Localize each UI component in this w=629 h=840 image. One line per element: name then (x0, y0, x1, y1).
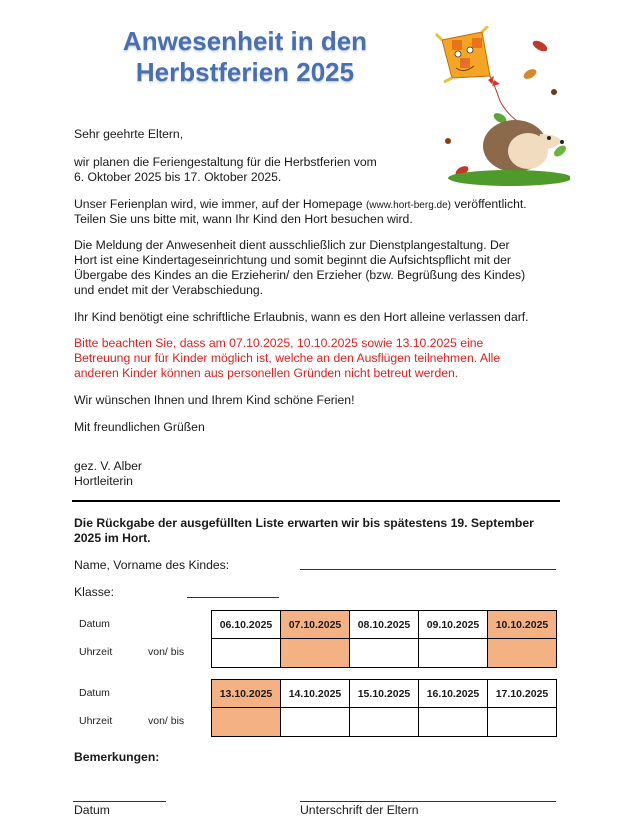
time-input-cell[interactable] (212, 639, 281, 668)
homepage-link[interactable]: (www.hort-berg.de) (365, 200, 451, 211)
signature-role: Hortleiterin (74, 474, 133, 488)
signature-date-label: Datum (74, 803, 110, 817)
week1-from-to-label: von/ bis (148, 646, 185, 658)
week1-attendance-table (211, 610, 557, 668)
child-name-label: Name, Vorname des Kindes: (74, 558, 230, 572)
week1-time-row (212, 639, 557, 668)
remarks-label: Bemerkungen: (74, 750, 160, 764)
date-cell: 09.10.2025 (419, 611, 488, 639)
week2-time-row (212, 708, 557, 737)
signature-name: gez. V. Alber (74, 459, 142, 473)
date-cell: 16.10.2025 (419, 680, 488, 708)
duty-line-1: Die Meldung der Anwesenheit dient ausschließlich zur Dienstplangestaltung. Der (74, 238, 510, 252)
salutation: Sehr geehrte Eltern, (74, 127, 184, 141)
week2-date-label: Datum (79, 687, 110, 699)
date-cell: 08.10.2025 (350, 611, 419, 639)
time-input-cell[interactable] (350, 708, 419, 737)
date-cell: 17.10.2025 (488, 680, 557, 708)
time-input-cell[interactable] (488, 708, 557, 737)
notice-line-3: anderen Kinder können aus personellen Gründen nicht betreut werden. (74, 366, 459, 380)
wishes: Wir wünschen Ihnen und Ihrem Kind schöne Ferien! (74, 393, 355, 407)
date-cell-excursion: 10.10.2025 (488, 611, 557, 639)
date-cell-excursion: 07.10.2025 (281, 611, 350, 639)
class-field[interactable] (187, 597, 279, 598)
date-cell: 06.10.2025 (212, 611, 281, 639)
intro-line-2: 6. Oktober 2025 bis 17. Oktober 2025. (74, 170, 282, 184)
page-title (95, 26, 395, 88)
notice-line-1: Bitte beachten Sie, dass am 07.10.2025, 10.10.2025 sowie 13.10.2025 eine (74, 336, 484, 350)
return-notice-line-2: 2025 im Hort. (74, 531, 151, 545)
duty-line-4: und endet mit der Verabschiedung. (74, 283, 264, 297)
child-name-field[interactable] (300, 569, 556, 570)
time-input-cell[interactable] (212, 708, 281, 737)
homepage-text-b: veröffentlicht. (450, 197, 527, 211)
date-cell: 14.10.2025 (281, 680, 350, 708)
parent-signature-field[interactable] (300, 801, 556, 802)
signature-date-field[interactable] (73, 801, 166, 802)
homepage-text-a: Unser Ferienplan wird, wie immer, auf der Homepage (74, 197, 366, 211)
return-notice-line-1: Die Rückgabe der ausgefüllten Liste erwarten wir bis spätestens 19. September (74, 516, 534, 530)
permission-note: Ihr Kind benötigt eine schriftliche Erlaubnis, wann es den Hort alleine verlassen darf. (74, 310, 529, 324)
hedgehog-kite-illustration-icon (430, 26, 570, 186)
intro-line-1: wir planen die Feriengestaltung für die Herbstferien vom (74, 155, 377, 169)
week1-date-label: Datum (79, 618, 110, 630)
title-line-2: Herbstferien 2025 (135, 57, 355, 87)
class-label: Klasse: (74, 585, 114, 599)
time-input-cell[interactable] (350, 639, 419, 668)
time-input-cell[interactable] (419, 708, 488, 737)
week2-attendance-table (211, 679, 557, 737)
notice-line-2: Betreuung nur für Kinder möglich ist, welche an den Ausflügen teilnehmen. Alle (74, 351, 501, 365)
parent-signature-label: Unterschrift der Eltern (300, 803, 419, 817)
closing: Mit freundlichen Grüßen (74, 420, 205, 434)
homepage-line-2: Teilen Sie uns bitte mit, wann Ihr Kind den Hort besuchen wird. (74, 212, 413, 226)
week1-time-label: Uhrzeit (79, 646, 113, 658)
time-input-cell[interactable] (281, 708, 350, 737)
section-divider (72, 500, 560, 502)
date-cell: 15.10.2025 (350, 680, 419, 708)
week2-from-to-label: von/ bis (148, 715, 185, 727)
time-input-cell[interactable] (419, 639, 488, 668)
week2-date-row (212, 680, 557, 708)
time-input-cell[interactable] (281, 639, 350, 668)
week2-time-label: Uhrzeit (79, 715, 113, 727)
duty-line-2: Hort ist eine Kindertageseinrichtung und somit beginnt die Aufsichtspflicht mit der (74, 253, 511, 267)
homepage-line-1 (74, 197, 527, 213)
week1-date-row (212, 611, 557, 639)
title-line-1: Anwesenheit in den (122, 26, 368, 56)
duty-line-3: Übergabe des Kindes an die Erzieherin/ den Erzieher (bzw. Begrüßung des Kindes) (74, 268, 526, 282)
time-input-cell[interactable] (488, 639, 557, 668)
date-cell-excursion: 13.10.2025 (212, 680, 281, 708)
